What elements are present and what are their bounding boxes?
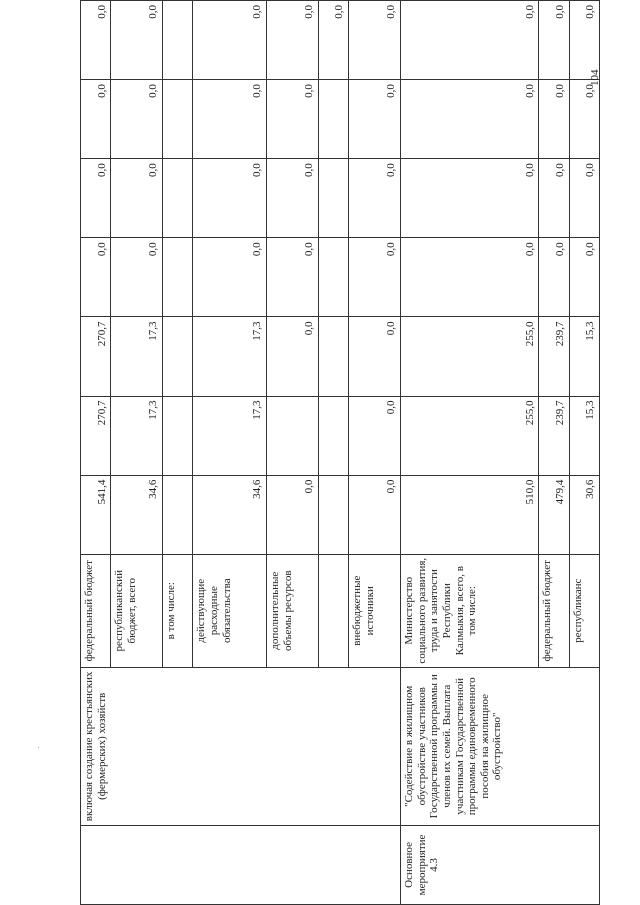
- value-cell: 0,0: [569, 80, 599, 159]
- value-cell: 239,7: [539, 396, 569, 475]
- value-cell: 0,0: [81, 159, 111, 238]
- value-cell: 0,0: [349, 317, 401, 396]
- value-cell: [163, 80, 193, 159]
- value-cell: 0,0: [349, 1, 401, 80]
- value-cell: 0,0: [400, 159, 539, 238]
- value-cell: 0,0: [569, 1, 599, 80]
- value-cell: 0,0: [539, 238, 569, 317]
- value-cell: [318, 159, 348, 238]
- value-cell: 0,0: [266, 317, 318, 396]
- value-cell: 34,6: [193, 475, 267, 554]
- value-cell: [266, 396, 318, 475]
- value-cell: 0,0: [81, 80, 111, 159]
- value-cell: 0,0: [111, 80, 163, 159]
- funding-source-cell: действующие расходные обязательства: [193, 554, 267, 667]
- funding-source-cell: [318, 554, 348, 667]
- table-row: [400, 1, 539, 905]
- value-cell: 34,6: [111, 475, 163, 554]
- value-cell: 17,3: [111, 317, 163, 396]
- value-cell: 0,0: [266, 475, 318, 554]
- funding-source-cell: дополнительные объемы ресурсов: [266, 554, 318, 667]
- value-cell: 0,0: [400, 80, 539, 159]
- value-cell: 0,0: [318, 1, 348, 80]
- value-cell: [163, 475, 193, 554]
- rotated-budget-table: [80, 0, 600, 905]
- value-cell: [163, 238, 193, 317]
- funding-source-cell: федеральный бюджет: [539, 554, 569, 667]
- value-cell: 17,3: [193, 317, 267, 396]
- value-cell: 0,0: [266, 80, 318, 159]
- activity-name-cell: [81, 825, 401, 904]
- value-cell: [318, 475, 348, 554]
- value-cell: [318, 238, 348, 317]
- value-cell: 0,0: [193, 159, 267, 238]
- value-cell: 0,0: [81, 1, 111, 80]
- funding-source-cell: республиканс: [569, 554, 599, 667]
- value-cell: 0,0: [193, 1, 267, 80]
- value-cell: [318, 317, 348, 396]
- activity-name-cell: Основное мероприятие 4.3: [400, 825, 599, 904]
- funding-source-cell: федеральный бюджет: [81, 554, 111, 667]
- value-cell: 0,0: [349, 80, 401, 159]
- value-cell: 17,3: [111, 396, 163, 475]
- activity-title-cell: включая создание крестьянских (фермерских) хозяйств: [81, 667, 401, 825]
- activity-title-cell: "Содействие в жилищном обустройстве участников Государственной программы и членов их семей. Выплата участникам Государственной программы единовременного пособия на жилищное обустройство": [400, 667, 599, 825]
- value-cell: [163, 396, 193, 475]
- value-cell: 0,0: [111, 1, 163, 80]
- value-cell: 15,3: [569, 317, 599, 396]
- value-cell: 0,0: [539, 1, 569, 80]
- value-cell: 510,0: [400, 475, 539, 554]
- value-cell: 0,0: [111, 159, 163, 238]
- value-cell: 239,7: [539, 317, 569, 396]
- value-cell: 270,7: [81, 317, 111, 396]
- value-cell: 0,0: [349, 396, 401, 475]
- value-cell: [163, 1, 193, 80]
- value-cell: 0,0: [81, 238, 111, 317]
- value-cell: 479,4: [539, 475, 569, 554]
- value-cell: 0,0: [193, 238, 267, 317]
- page-number: 104: [589, 69, 601, 86]
- value-cell: [318, 396, 348, 475]
- value-cell: 30,6: [569, 475, 599, 554]
- value-cell: 541,4: [81, 475, 111, 554]
- value-cell: 270,7: [81, 396, 111, 475]
- value-cell: 0,0: [266, 238, 318, 317]
- value-cell: 0,0: [266, 159, 318, 238]
- value-cell: 0,0: [266, 1, 318, 80]
- value-cell: 0,0: [111, 238, 163, 317]
- value-cell: 0,0: [539, 159, 569, 238]
- value-cell: 0,0: [349, 475, 401, 554]
- value-cell: 15,3: [569, 396, 599, 475]
- value-cell: 0,0: [193, 80, 267, 159]
- value-cell: 0,0: [569, 159, 599, 238]
- value-cell: 0,0: [349, 238, 401, 317]
- value-cell: 255,0: [400, 317, 539, 396]
- value-cell: 0,0: [569, 238, 599, 317]
- value-cell: 0,0: [349, 159, 401, 238]
- scan-speck: [38, 747, 39, 748]
- value-cell: 17,3: [193, 396, 267, 475]
- value-cell: 0,0: [539, 80, 569, 159]
- value-cell: 0,0: [400, 1, 539, 80]
- funding-source-cell: Министерство социального развития, труда и занятости Республики Калмыкия, всего, в том числе:: [400, 554, 539, 667]
- funding-source-cell: республиканский бюджет, всего: [111, 554, 163, 667]
- value-cell: [163, 317, 193, 396]
- table-row: [81, 1, 111, 905]
- value-cell: 255,0: [400, 396, 539, 475]
- funding-source-cell: внебюджетные источники: [349, 554, 401, 667]
- value-cell: 0,0: [400, 238, 539, 317]
- value-cell: [318, 80, 348, 159]
- funding-source-cell: в том числе:: [163, 554, 193, 667]
- budget-table: [80, 0, 600, 905]
- value-cell: [163, 159, 193, 238]
